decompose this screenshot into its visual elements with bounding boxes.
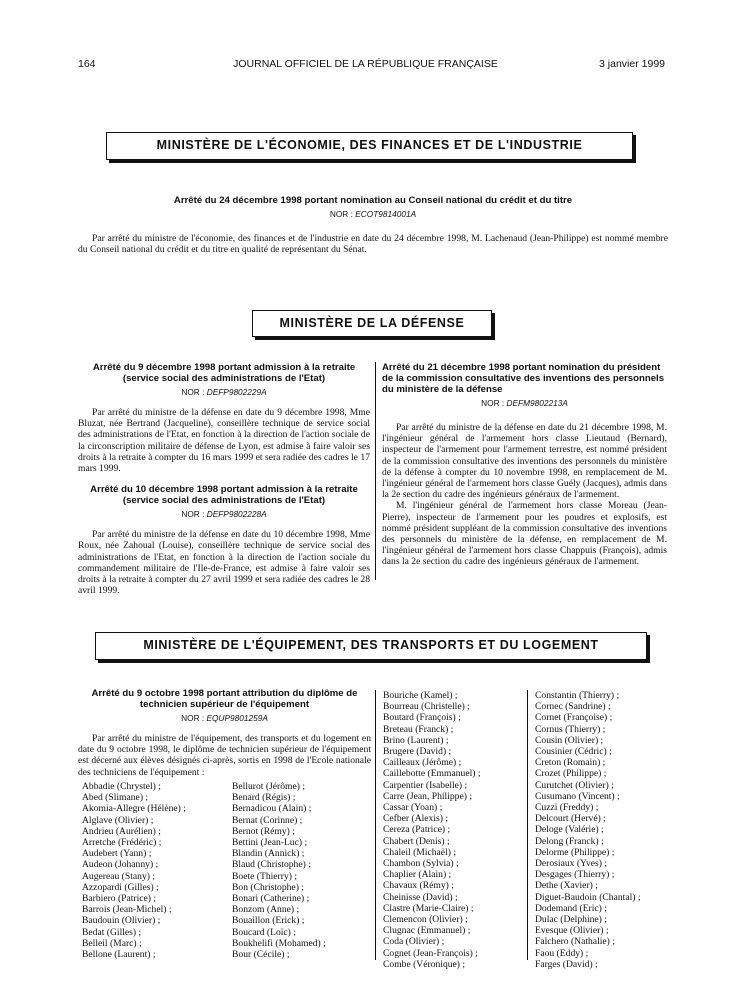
list-item: Delcourt (Hervé) ; xyxy=(535,813,606,825)
list-item: Cusumano (Vincent) ; xyxy=(535,790,620,802)
list-item: Abed (Slimane) ; xyxy=(82,792,149,804)
arrete-title: Arrêté du 9 octobre 1998 portant attribution du diplôme de technicien supérieur de l'équipement xyxy=(91,688,358,710)
nor-reference: NOR : DEFP9802229A xyxy=(181,387,267,397)
list-item: Bonzom (Anne) ; xyxy=(232,904,300,916)
list-item: Dodemand (Eric) ; xyxy=(535,902,607,914)
list-item: Diguet-Baudoin (Chantal) ; xyxy=(535,891,641,903)
arrete-block-ecot xyxy=(78,195,668,255)
list-item: Bonari (Catherine) ; xyxy=(232,893,310,905)
list-item: Blandin (Annick) ; xyxy=(232,848,305,860)
list-item: Chaleil (Michaël) ; xyxy=(383,846,456,858)
defense-right-column xyxy=(382,362,667,568)
arrete-body-continued: M. l'ingénieur général de l'armement hors classe Moreau (Jean-Pierre), inspecteur de l'armement pour les poudres et explosifs, est nommé président suppléant de la commission consultative des inventions des personnels du ministère de la défense, en remplacement de M. l'ingénieur général de l'armement hors classe Chappuis (François), admis dans la 2e section du cadre des ingénieurs généraux de l'armement. xyxy=(382,500,667,568)
graduates-list-col3 xyxy=(383,690,481,970)
list-item: Clugnac (Emmanuel) ; xyxy=(383,925,471,937)
list-item: Coda (Olivier) ; xyxy=(383,936,445,948)
list-item: Chambon (Sylvia) ; xyxy=(383,858,459,870)
list-item: Combe (Véronique) ; xyxy=(383,958,466,970)
list-item: Arretche (Frédéric) ; xyxy=(82,837,162,849)
list-item: Boucard (Loïc) ; xyxy=(232,926,296,938)
list-item: Cuzzi (Freddy) ; xyxy=(535,802,599,814)
list-item: Curutchet (Olivier) ; xyxy=(535,779,614,791)
list-item: Baudouin (Olivier) ; xyxy=(82,915,161,927)
journal-title: JOURNAL OFFICIEL DE LA RÉPUBLIQUE FRANÇAISE xyxy=(233,58,498,70)
arrete-block-defp9802229a xyxy=(78,362,370,474)
list-item: Cornus (Thierry) ; xyxy=(535,723,606,735)
list-item: Bellurot (Jérôme) ; xyxy=(232,781,305,792)
arrete-title: Arrêté du 21 décembre 1998 portant nomination du président de la commission consultative des inventions des personnels du ministère de la défense xyxy=(382,362,665,395)
list-item: Brugere (David) ; xyxy=(383,746,452,758)
list-item: Creton (Romain) ; xyxy=(535,757,606,769)
list-item: Barrois (Jean-Michel) ; xyxy=(82,904,172,916)
list-item: Chaplier (Alain) ; xyxy=(383,869,452,881)
list-item: Cognet (Jean-François) ; xyxy=(383,947,478,959)
arrete-title: Arrêté du 10 décembre 1998 portant admission à la retraite (service social des administrations de l'Etat) xyxy=(90,484,358,507)
list-item: Bourreau (Christelle) ; xyxy=(383,701,470,713)
list-item: Azzopardi (Gilles) ; xyxy=(82,881,159,893)
list-item: Derosiaux (Yves) ; xyxy=(535,858,608,870)
list-item: Akomia-Allegre (Hélène) ; xyxy=(82,803,186,815)
list-item: Clastre (Marie-Claire) ; xyxy=(383,902,474,914)
list-item: Brino (Laurent) ; xyxy=(383,734,449,746)
list-item: Alglave (Olivier) ; xyxy=(82,814,154,826)
ministry-banner-economie: MINISTÈRE DE L'ÉCONOMIE, DES FINANCES ET DE L'INDUSTRIE xyxy=(106,132,633,160)
list-item: Bernot (Rémy) ; xyxy=(232,825,295,837)
list-item: Dulac (Delphine) ; xyxy=(535,914,607,926)
list-item: Bernat (Corinne) ; xyxy=(232,814,303,826)
list-item: Bettini (Jean-Luc) ; xyxy=(232,837,308,849)
nor-reference: NOR : ECOT9814001A xyxy=(329,209,417,219)
list-item: Bon (Christophe) ; xyxy=(232,881,304,893)
nor-reference: NOR : EQUP9801259A xyxy=(181,713,268,723)
list-item: Farges (David) ; xyxy=(535,958,598,970)
arrete-body: Par arrêté du ministre de l'équipement, des transports et du logement en date du 9 octobre 1998, le diplôme de technicien supérieur de l'équipement est décerné aux élèves désignés ci-après, sortis en 1998 de l'Ecole nationale des techniciens de l'équipement : xyxy=(78,733,371,778)
list-item: Chabert (Denis) ; xyxy=(383,835,450,847)
column-divider xyxy=(375,362,376,580)
list-item: Bouaillon (Erick) ; xyxy=(232,915,305,927)
list-item: Cornet (Françoise) ; xyxy=(535,712,613,724)
list-item: Bedat (Gilles) ; xyxy=(82,926,142,938)
list-item: Bernadicou (Alain) ; xyxy=(232,803,312,815)
list-item: Cassar (Yoan) ; xyxy=(383,802,443,814)
list-item: Cefber (Alexis) ; xyxy=(383,813,449,825)
list-item: Audebert (Yann) ; xyxy=(82,848,152,860)
list-item: Clemencon (Olivier) ; xyxy=(383,914,468,926)
list-item: Cheinisse (David) ; xyxy=(383,891,458,903)
column-divider xyxy=(375,690,376,960)
list-item: Cailleaux (Jérôme) ; xyxy=(383,757,462,769)
list-item: Caillebotte (Emmanuel) ; xyxy=(383,768,481,780)
list-item: Cousin (Olivier) ; xyxy=(535,734,604,746)
arrete-title: Arrêté du 9 décembre 1998 portant admission à la retraite (service social des administrations de l'Etat) xyxy=(92,362,356,384)
arrete-block-defp9802228a xyxy=(78,484,370,596)
list-item: Falchero (Nathalie) ; xyxy=(535,936,615,948)
list-item: Desgages (Thierry) ; xyxy=(535,869,615,881)
ministry-banner-equipement: MINISTÈRE DE L'ÉQUIPEMENT, DES TRANSPORTS ET DU LOGEMENT xyxy=(95,632,647,660)
list-item: Delorme (Philippe) ; xyxy=(535,846,615,858)
equipement-arrete-block xyxy=(78,688,371,778)
arrete-body: Par arrêté du ministre de la défense en date du 10 décembre 1998, Mme Roux, née Zahoual (Louise), conseillère technique de service social des administrations de l'Etat, en fonction à la direction de l'action sociale du commandement militaire de l'Ile-de-France, est admise à faire valoir ses droits à la retraite à compter du 27 avril 1999 et sera radiée des cadres le 28 avril 1999. xyxy=(78,529,370,597)
list-item: Cereza (Patrice) ; xyxy=(383,824,451,836)
list-item: Chavaux (Rémy) ; xyxy=(383,880,454,892)
arrete-body: Par arrêté du ministre de la défense en date du 21 décembre 1998, M. l'ingénieur général de l'armement hors classe Lieutaud (Bernard), inspecteur de l'armement pour l'armement terrestre, est nommé président de la commission consultative des inventions des personnels du ministère de la défense à compter du 10 novembre 1998, en remplacement de M. l'ingénieur général de l'armement hors classe Guély (Jacques), admis dans la 2e section du cadre des ingénieurs généraux de l'armement. xyxy=(382,422,667,501)
arrete-title: Arrêté du 24 décembre 1998 portant nomination au Conseil national du crédit et du titre xyxy=(173,195,573,206)
list-item: Benard (Régis) ; xyxy=(232,792,296,804)
list-item: Boete (Thierry) ; xyxy=(232,870,297,882)
list-item: Audeon (Johanny) ; xyxy=(82,859,159,871)
list-item: Deloge (Valérie) ; xyxy=(535,824,604,836)
list-item: Augereau (Stany) ; xyxy=(82,870,155,882)
list-item: Faou (Eddy) ; xyxy=(535,947,589,959)
list-item: Crozet (Philippe) ; xyxy=(535,768,607,780)
list-item: Carre (Jean, Philippe) ; xyxy=(383,790,472,802)
list-item: Bour (Cécile) ; xyxy=(232,949,290,961)
list-item: Dethe (Xavier) ; xyxy=(535,880,598,892)
column-divider xyxy=(527,690,528,960)
list-item: Cousinier (Cédric) ; xyxy=(535,746,612,758)
list-item: Barbiero (Patrice) ; xyxy=(82,893,157,905)
list-item: Breteau (Franck) ; xyxy=(383,723,454,735)
list-item: Delong (Franck) ; xyxy=(535,835,604,847)
ministry-banner-defense: MINISTÈRE DE LA DÉFENSE xyxy=(252,310,492,337)
graduates-list-col1 xyxy=(82,781,186,960)
arrete-body: Par arrêté du ministre de l'économie, des finances et de l'industrie en date du 24 décembre 1998, M. Lachenaud (Jean-Philippe) est nommé membre du Conseil national du crédit et du titre en qualité de représentant du Sénat. xyxy=(78,233,668,256)
list-item: Cornec (Sandrine) ; xyxy=(535,701,611,713)
list-item: Abbadie (Chrystel) ; xyxy=(82,781,161,792)
issue-date: 3 janvier 1999 xyxy=(599,58,665,70)
nor-reference: NOR : DEFP9802228A xyxy=(181,509,267,520)
list-item: Boutard (François) ; xyxy=(383,712,461,724)
list-item: Constantin (Thierry) ; xyxy=(535,690,620,701)
list-item: Blaud (Christophe) ; xyxy=(232,859,311,871)
defense-left-column xyxy=(78,362,370,596)
graduates-list-col4 xyxy=(535,690,641,970)
list-item: Belleil (Marc) ; xyxy=(82,937,142,949)
list-item: Bouriche (Kamel) ; xyxy=(383,690,458,701)
list-item: Boukhelifi (Mohamed) ; xyxy=(232,937,326,949)
nor-reference: NOR : DEFM9802213A xyxy=(481,398,568,408)
graduates-list-col2 xyxy=(232,781,326,960)
list-item: Carpentier (Isabelle) ; xyxy=(383,779,468,791)
list-item: Evesque (Olivier) ; xyxy=(535,925,609,937)
list-item: Andrieu (Aurélien) ; xyxy=(82,825,161,837)
arrete-body: Par arrêté du ministre de la défense en date du 9 décembre 1998, Mme Bluzat, née Bertrand (Jacqueline), conseillère technique de service social des administrations de l'Etat, en fonction à la direction de l'action sociale de la circonscription militaire de défense de Lyon, est admise à faire valoir ses droits à la retraite à compter du 16 mars 1999 et sera radiée des cadres le 17 mars 1999. xyxy=(78,407,370,475)
list-item: Bellone (Laurent) ; xyxy=(82,949,156,961)
page-number: 164 xyxy=(78,58,96,70)
